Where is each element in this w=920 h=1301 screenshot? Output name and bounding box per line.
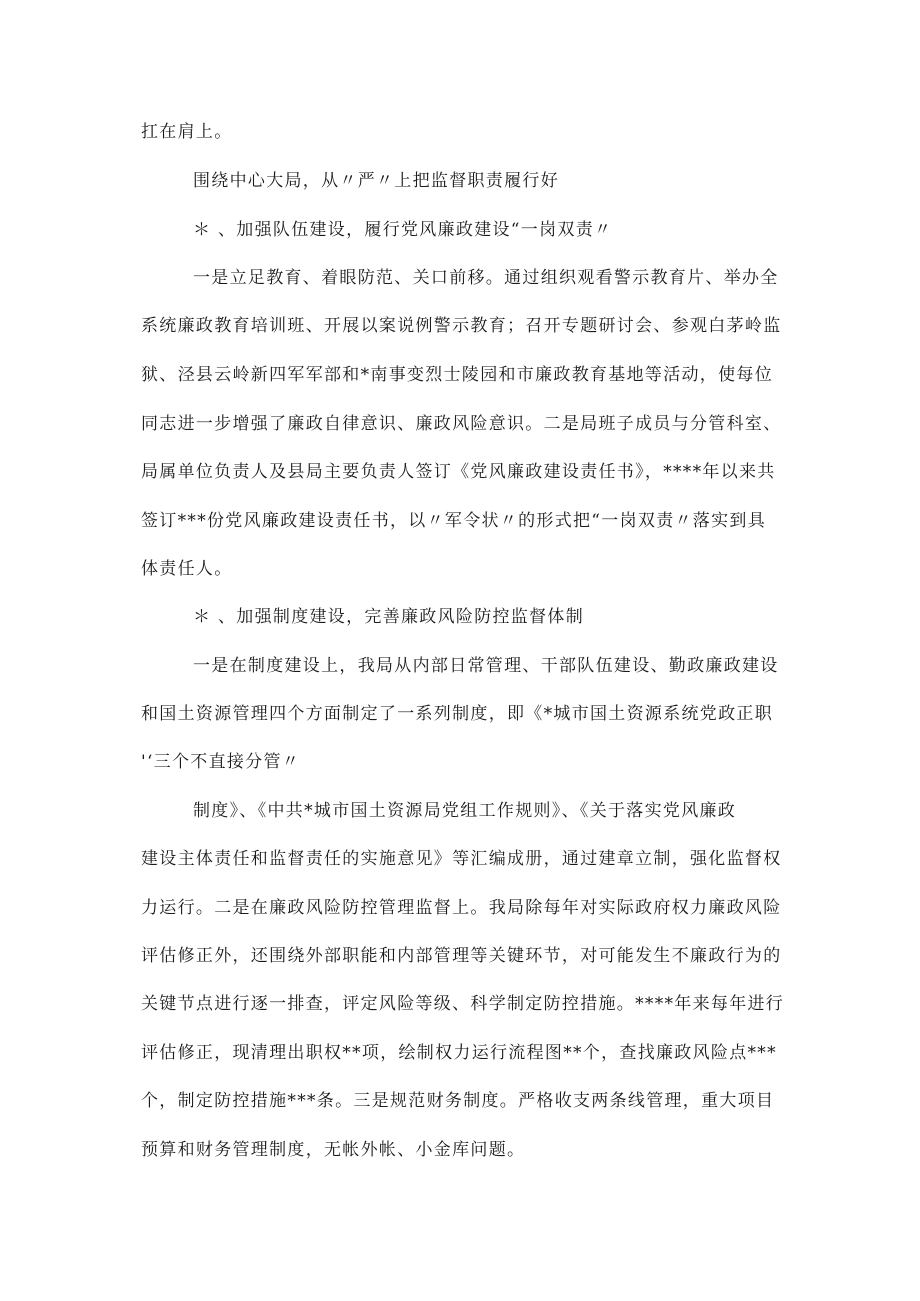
text-line: 评估修正外，还围绕外部职能和内部管理等关键环节，对可能发生不廉政行为的	[141, 946, 782, 966]
text-line: 扛在肩上。	[141, 122, 233, 142]
text-line: 力运行。二是在廉政风险防控管理监督上。我局除每年对实际政府权力廉政风险	[141, 898, 782, 918]
text-line: 一是在制度建设上，我局从内部日常管理、干部队伍建设、勤政廉政建设	[193, 656, 779, 676]
text-line: 体责任人。	[141, 559, 233, 579]
text-line: '‘三个不直接分管〃	[141, 752, 301, 772]
text-line: 一是立足教育、着眼防范、关口前移。通过组织观看警示教育片、举办全	[193, 268, 779, 288]
section-heading: 围绕中心大局，从〃严〃上把监督职责履行好	[193, 171, 559, 191]
text-line: 个，制定防控措施***条。三是规范财务制度。严格收支两条线管理，重大项目	[141, 1091, 775, 1111]
text-line: 制度》、《中共*城市国土资源局党组工作规则》、《关于落实党风廉政	[193, 801, 737, 821]
text-line: 同志进一步增强了廉政自律意识、廉政风险意识。二是局班子成员与分管科室、	[141, 414, 782, 434]
subsection-heading: ＊ 、加强制度建设，完善廉政风险防控监督体制	[193, 607, 585, 627]
subsection-heading: ＊ 、加强队伍建设，履行党风廉政建设“一岗双责〃	[193, 220, 613, 240]
text-line: 签订***份党风廉政建设责任书，以〃军令状〃的形式把“一岗双责〃落实到具	[141, 511, 766, 531]
text-line: 系统廉政教育培训班、开展以案说例警示教育；召开专题研讨会、参观白茅岭监	[141, 316, 782, 336]
text-line: 预算和财务管理制度，无帐外帐、小金库问题。	[141, 1140, 526, 1160]
text-line: 和国土资源管理四个方面制定了一系列制度，即《*城市国土资源系统党政正职	[141, 704, 773, 724]
text-line: 关键节点进行逐一排查，评定风险等级、科学制定防控措施。****年来每年进行	[141, 994, 785, 1014]
text-line: 评估修正，现清理出职权**项，绘制权力运行流程图**个，查找廉政风险点***	[141, 1043, 777, 1063]
text-line: 狱、泾县云岭新四军军部和*南事变烈士陵园和市廉政教育基地等活动，使每位	[141, 365, 773, 385]
text-line: 建设主体责任和监督责任的实施意见》等汇编成册，通过建章立制，强化监督权	[141, 849, 782, 869]
text-line: 局属单位负责人及县局主要负责人签订《党风廉政建设责任书》，****年以来共	[141, 462, 776, 482]
